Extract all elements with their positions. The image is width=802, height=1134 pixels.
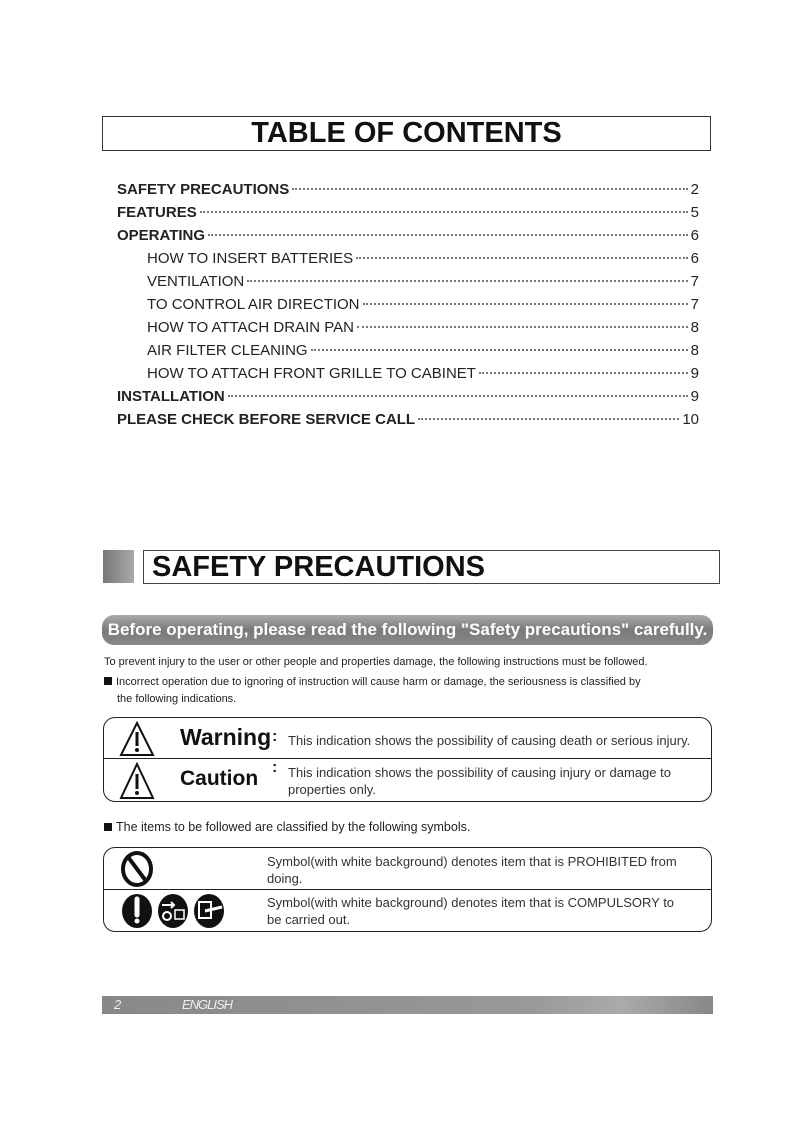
footer-language: ENGLISH [182, 997, 233, 1012]
dot-leader [311, 349, 688, 351]
colon: : [272, 759, 278, 776]
warning-text: This indication shows the possibility of causing death or serious injury. [288, 733, 691, 748]
toc-title: TABLE OF CONTENTS [102, 116, 711, 151]
bullet-square-icon [104, 823, 112, 831]
toc-entry-label: TO CONTROL AIR DIRECTION [147, 296, 360, 313]
bullet-text: The items to be followed are classified by the following symbols. [116, 820, 471, 834]
prohibited-text [267, 853, 697, 887]
toc-entry-page: 6 [690, 250, 699, 267]
prohibited-row [104, 848, 711, 890]
caution-triangle-icon [119, 762, 155, 800]
toc-entry-page: 10 [682, 411, 699, 428]
toc-entry[interactable] [117, 204, 699, 227]
warning-triangle-icon [119, 721, 155, 757]
caution-text [288, 764, 671, 798]
caution-text-line: This indication shows the possibility of causing injury or damage to [288, 765, 671, 780]
caution-text-line: properties only. [288, 782, 376, 797]
toc-entry[interactable] [117, 319, 699, 342]
toc-entry-page: 7 [690, 273, 699, 290]
compulsory-text-line: Symbol(with white background) denotes item that is COMPULSORY to [267, 895, 675, 910]
toc-entry-label: INSTALLATION [117, 388, 225, 405]
toc-entry[interactable] [117, 365, 699, 388]
dot-leader [363, 303, 688, 305]
toc-entry-page: 7 [690, 296, 699, 313]
toc-entry-label: AIR FILTER CLEANING [147, 342, 308, 359]
unplug-icon [156, 893, 190, 929]
dot-leader [200, 211, 688, 213]
dot-leader [356, 257, 688, 259]
dot-leader [357, 326, 688, 328]
toc-entry[interactable] [117, 181, 699, 204]
dot-leader [247, 280, 687, 282]
bullet-symbols [104, 820, 470, 834]
toc-list [117, 181, 699, 434]
toc-entry-label: HOW TO ATTACH FRONT GRILLE TO CABINET [147, 365, 476, 382]
toc-entry-page: 9 [690, 388, 699, 405]
page-number: 2 [114, 997, 122, 1012]
toc-entry-label: SAFETY PRECAUTIONS [117, 181, 290, 198]
toc-entry[interactable] [117, 388, 699, 411]
prohibited-icon [120, 850, 154, 888]
warning-label: Warning [180, 724, 272, 750]
bullet-square-icon [104, 677, 112, 685]
toc-entry-page: 9 [690, 365, 699, 382]
warning-row [104, 718, 711, 759]
symbols-table [103, 847, 712, 932]
toc-entry[interactable] [117, 273, 699, 296]
toc-entry-page: 5 [690, 204, 699, 221]
dot-leader [208, 234, 688, 236]
toc-entry[interactable] [117, 250, 699, 273]
toc-entry[interactable] [117, 342, 699, 365]
bullet-incorrect-operation [104, 676, 641, 688]
toc-entry-label: HOW TO ATTACH DRAIN PAN [147, 319, 354, 336]
compulsory-text-line: be carried out. [267, 912, 351, 927]
compulsory-row [104, 890, 711, 932]
caution-label: Caution [180, 767, 259, 790]
toc-entry-label: VENTILATION [147, 273, 245, 290]
dot-leader [292, 188, 687, 190]
prohibited-text-line: Symbol(with white background) denotes item that is PROHIBITED from [267, 854, 677, 869]
intro-text: To prevent injury to the user or other people and properties damage, the following instructions must be followed. [104, 656, 648, 668]
toc-entry-label: FEATURES [117, 204, 197, 221]
dot-leader [228, 395, 688, 397]
toc-entry-label: HOW TO INSERT BATTERIES [147, 250, 354, 267]
toc-entry[interactable] [117, 227, 699, 250]
compulsory-text [267, 894, 697, 928]
dot-leader [418, 418, 679, 420]
toc-entry-label: OPERATING [117, 227, 206, 244]
toc-entry-page: 8 [690, 342, 699, 359]
caution-row [104, 759, 711, 801]
indication-table [103, 717, 712, 802]
dot-leader [479, 372, 688, 374]
section-marker [103, 550, 134, 583]
section-title: SAFETY PRECAUTIONS [143, 550, 720, 584]
toc-entry-page: 2 [690, 181, 699, 198]
bullet-text: Incorrect operation due to ignoring of instruction will cause harm or damage, the seriousness is classified by [116, 676, 641, 688]
page-footer [102, 996, 713, 1014]
colon: : [272, 728, 278, 745]
exclamation-icon [120, 893, 154, 929]
safety-banner: Before operating, please read the following "Safety precautions" carefully. [102, 615, 713, 645]
toc-entry[interactable] [117, 296, 699, 319]
ground-icon [192, 893, 226, 929]
toc-entry-page: 6 [690, 227, 699, 244]
toc-entry[interactable] [117, 411, 699, 434]
bullet-text-cont: the following indications. [117, 693, 237, 705]
prohibited-text-line: doing. [267, 871, 303, 886]
toc-entry-page: 8 [690, 319, 699, 336]
toc-entry-label: PLEASE CHECK BEFORE SERVICE CALL [117, 411, 416, 428]
